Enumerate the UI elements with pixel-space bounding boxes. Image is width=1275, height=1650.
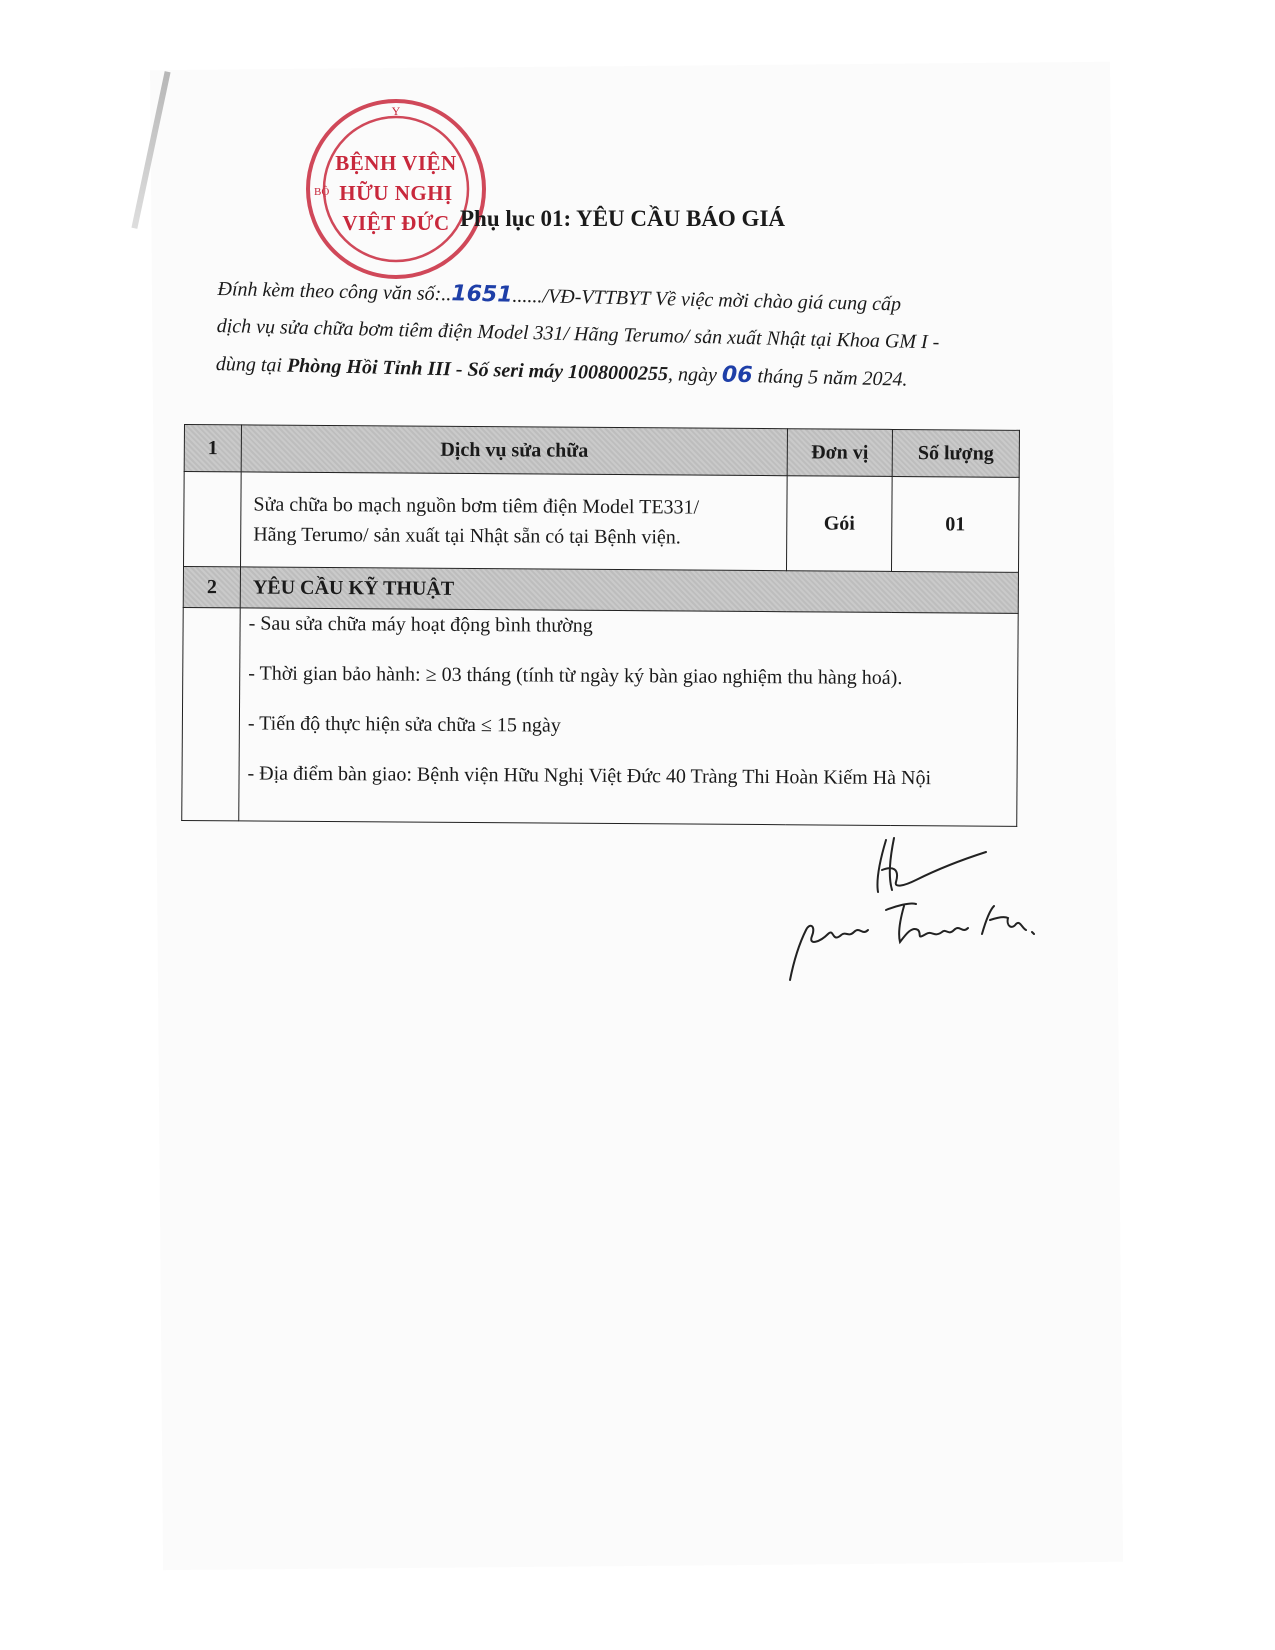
handwritten-signature (776, 830, 1046, 990)
intro-line-2: dịch vụ sửa chữa bơm tiêm điện Model 331/ Hãng Terumo/ sản xuất Nhật tại Khoa GM I - (216, 314, 940, 354)
quantity-header: Số lượng (892, 429, 1019, 477)
unit-value: Gói (786, 476, 892, 572)
requirements-row (182, 607, 1018, 826)
list-item: - Địa điểm bàn giao: Bệnh viện Hữu Nghị Việt Đức 40 Tràng Thi Hoàn Kiếm Hà Nội (247, 762, 932, 790)
intro-paragraph (215, 270, 1017, 401)
service-line-2: Hãng Terumo/ sản xuất tại Nhật sẵn có tại Bệnh viện. (253, 523, 681, 549)
section-number: 1 (184, 425, 241, 472)
table-row (184, 472, 1020, 573)
svg-text:BỘ: BỘ (314, 186, 330, 198)
quantity-value: 01 (891, 476, 1019, 572)
handwritten-day: 06 (721, 362, 753, 389)
requirements-header: YÊU CẦU KỸ THUẬT (240, 567, 1018, 613)
empty-cell (182, 607, 240, 820)
hospital-stamp (302, 95, 490, 283)
intro-line3-mid: , ngày (667, 363, 723, 387)
stamp-line-1: BỆNH VIỆN (335, 151, 457, 175)
service-line-1: Sửa chữa bo mạch nguồn bơm tiêm điện Model TE331/ (253, 493, 700, 519)
requirements-header-row (183, 567, 1018, 614)
empty-cell (184, 472, 242, 567)
quote-table (181, 424, 1020, 827)
stamp-line-2: HỮU NGHỊ (339, 181, 453, 205)
handwritten-doc-number: 1651 (451, 281, 513, 308)
stamp-line-3: VIỆT ĐỨC (342, 211, 450, 235)
page-title: Phụ lục 01: YÊU CẦU BÁO GIÁ (460, 206, 786, 231)
list-item: - Tiến độ thực hiện sửa chữa ≤ 15 ngày (247, 712, 561, 737)
unit-header: Đơn vị (787, 429, 892, 477)
intro-line3-prefix: dùng tại (215, 352, 288, 377)
intro-prefix: Đính kèm theo công văn số:.. (217, 277, 452, 306)
requirements-list (239, 608, 1017, 791)
service-header: Dịch vụ sửa chữa (241, 425, 787, 476)
section-number: 2 (183, 567, 240, 608)
intro-doc-suffix: ....../VĐ-VTTBYT Về việc mời chào giá cung cấp (512, 284, 902, 316)
requirements-cell (239, 608, 1018, 826)
svg-text:Y: Y (391, 104, 401, 118)
list-item: - Sau sửa chữa máy hoạt động bình thường (248, 612, 593, 637)
table-header-row (184, 425, 1019, 478)
intro-location-serial: Phòng Hồi Tỉnh III - Số seri máy 1008000255 (286, 354, 669, 386)
service-description (241, 472, 788, 571)
signature-scribble-icon (776, 830, 1046, 990)
intro-line3-suffix: tháng 5 năm 2024. (752, 365, 908, 391)
list-item: - Thời gian bảo hành: ≥ 03 tháng (tính từ ngày ký bàn giao nghiệm thu hàng hoá). (248, 662, 903, 690)
